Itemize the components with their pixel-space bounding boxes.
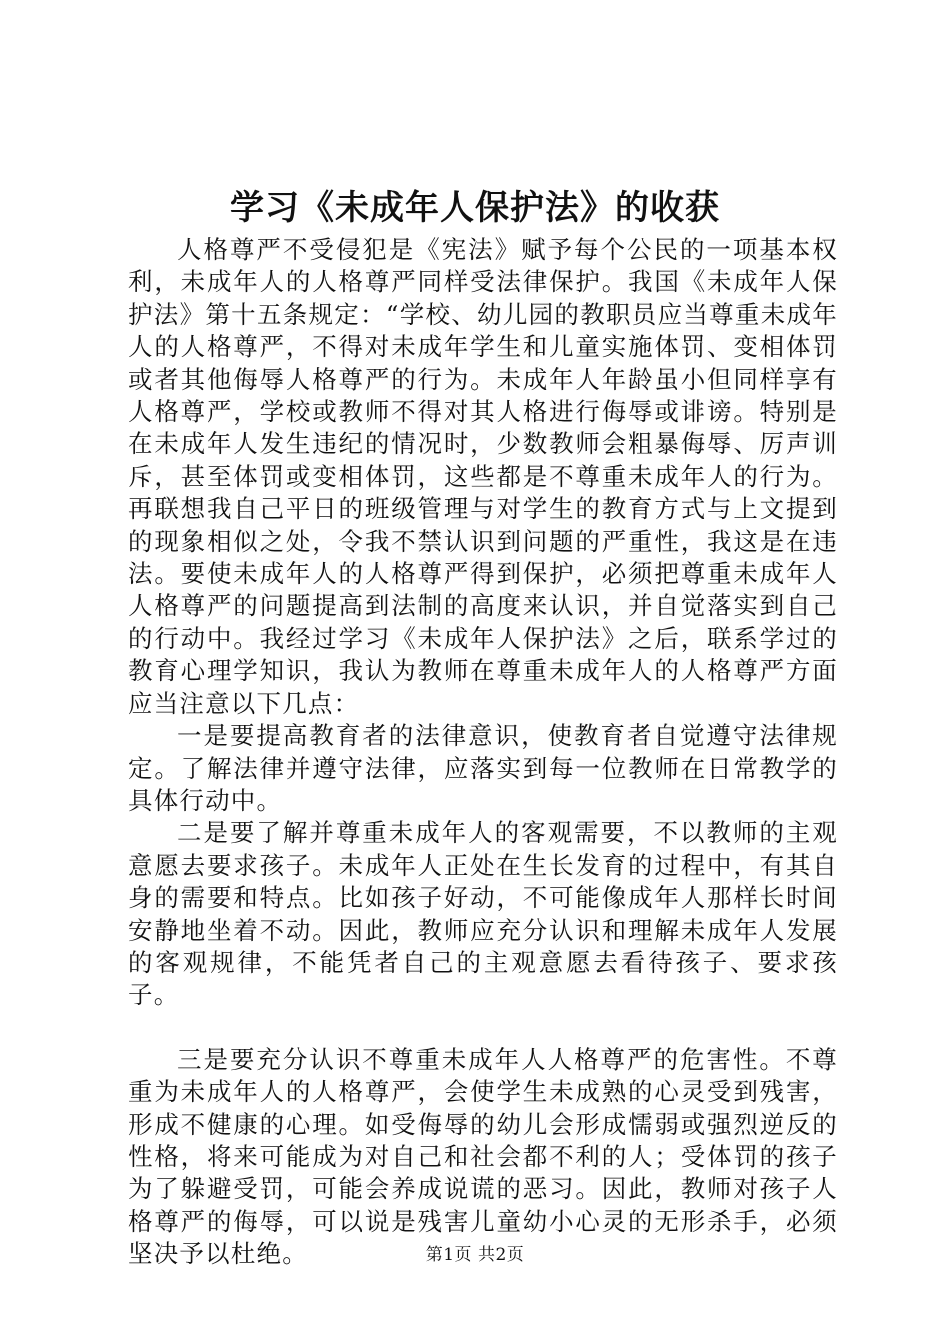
paragraph-point-two: 二是要了解并尊重未成年人的客观需要，不以教师的主观意愿去要求孩子。未成年人正处在生长发育的过程中，有其自身的需要和特点。比如孩子好动，不可能像成年人那样长时间安静地坐着不动。因此，教师应充分认识和理解未成年人发展的客观规律，不能凭者自己的主观意愿去看待孩子、要求孩子。 — [128, 818, 838, 1010]
paragraph-intro: 人格尊严不受侵犯是《宪法》赋予每个公民的一项基本权利，未成年人的人格尊严同样受法律保护。我国《未成年人保护法》第十五条规定：“学校、幼儿园的教职员应当尊重未成年人的人格尊严，不得对未成年学生和儿童实施体罚、变相体罚或者其他侮辱人格尊严的行为。未成年人年龄虽小但同样享有人格尊严，学校或教师不得对其人格进行侮辱或诽谤。特别是在未成年人发生违纪的情况时，少数教师会粗暴侮辱、厉声训斥，甚至体罚或变相体罚，这些都是不尊重未成年人的行为。再联想我自己平日的班级管理与对学生的教育方式与上文提到的现象相似之处，令我不禁认识到问题的严重性，我这是在违法。要使未成年人的人格尊严得到保护，必须把尊重未成年人人格尊严的问题提高到法制的高度来认识，并自觉落实到自己的行动中。我经过学习《未成年人保护法》之后，联系学过的教育心理学知识，我认为教师在尊重未成年人的人格尊严方面应当注意以下几点： — [128, 235, 838, 718]
paragraph-point-one: 一是要提高教育者的法律意识，使教育者自觉遵守法律规定。了解法律并遵守法律，应落实到每一位教师在日常教学的具体行动中。 — [128, 721, 838, 815]
paragraph-spacer — [128, 1012, 838, 1044]
page-number-footer: 第1页 共2页 — [425, 1245, 525, 1265]
paragraph-point-three: 三是要充分认识不尊重未成年人人格尊严的危害性。不尊重为未成年人的人格尊严，会使学生未成熟的心灵受到残害，形成不健康的心理。如受侮辱的幼儿会形成懦弱或强烈逆反的性格，将来可能成为对自己和社会都不利的人；受体罚的孩子为了躲避受罚，可能会养成说谎的恶习。因此，教师对孩子人格尊严的侮辱，可以说是残害儿童幼小心灵的无形杀手，必须坚决予以杜绝。 — [128, 1044, 838, 1269]
document-body — [128, 234, 838, 1271]
page-title: 学习《未成年人保护法》的收获 — [230, 188, 720, 228]
